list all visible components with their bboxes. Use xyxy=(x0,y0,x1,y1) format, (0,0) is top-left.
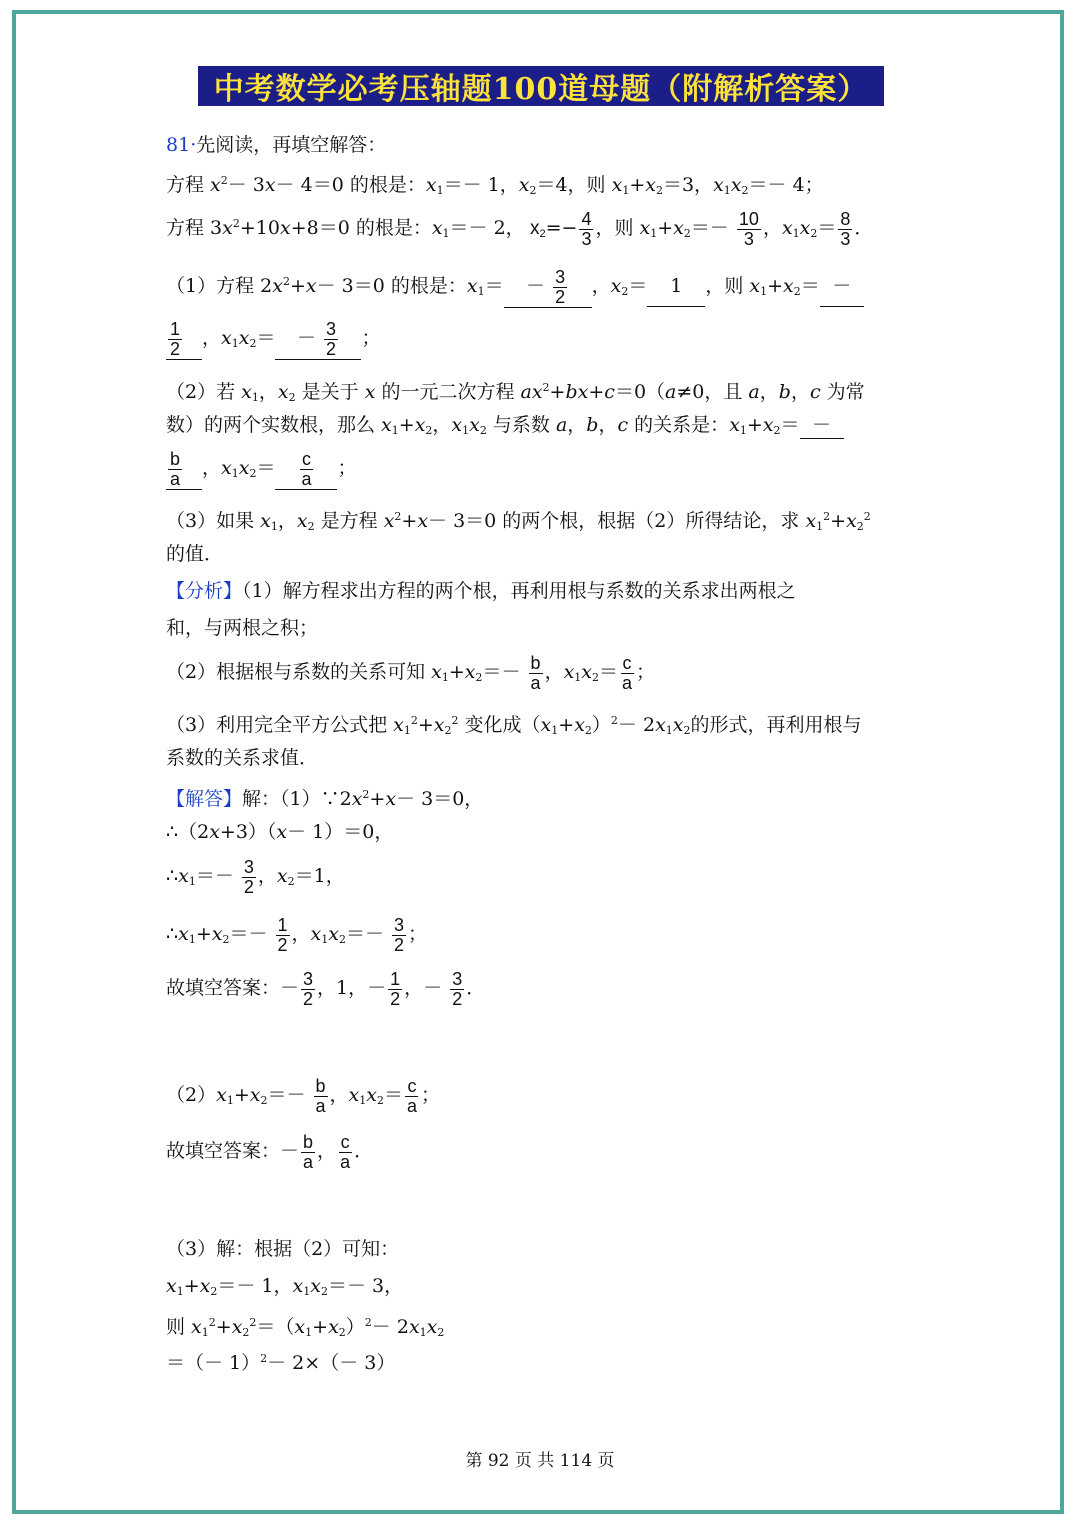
solution-part2: $(2)x_1+x_2=-$ $\frac{b}{a}$ ，$x_1x_2=$ $\frac{c}{a}$ ； xyxy=(166,1075,441,1116)
analysis-line3: （2）根据根与系数的关系可知 $x_1+x_2=-$ $\frac{b}{a}$ ，$x_1x_2=$ $\frac{c}{a}$ ； xyxy=(166,652,656,693)
solution-line3: $\therefore x_1=-$ $\frac{3}{2}$ ，$x_2=1$， xyxy=(166,856,345,897)
solution-answer-1: 故填空答案：－ $\frac{3}{2}$ ，1，－ $\frac{1}{2}$ ，－ $\frac{3}{2}$ ． xyxy=(166,968,486,1009)
solution-line4: $\therefore x_1+x_2=-$ $\frac{1}{2}$ ，$x_1x_2=-$ $\frac{3}{2}$ ； xyxy=(166,914,428,955)
analysis-line1: 【分析】（1）解方程求出方程的两个根，再利用根与系数的关系求出两根之 xyxy=(166,580,796,602)
analysis-tag: 【分析】 xyxy=(166,580,243,602)
part-2-line3: $\frac{b}{a}$ ，$x_1x_2=$ $\frac{c}{a}$ ； xyxy=(166,448,356,494)
solution-line1: 【解答】解：$(1)\because 2x^2+x- 3=0$， xyxy=(166,788,484,810)
problem-number: 81 xyxy=(166,134,191,156)
part-1-cont: $\frac{1}{2}$ ，$x_1x_2=$ － $\frac{3}{2}$ ； xyxy=(166,318,380,364)
analysis-line4: （3）利用完全平方公式把 $x_1^2+x_2^2$ 变化成$(x_1+x_2)^2- 2x_1x_2$的形式，再利用根与 xyxy=(166,714,862,737)
solution-part3-label: （3）解：根据（2）可知： xyxy=(166,1238,400,1260)
part-1: （1）方程 $2x^2+x- 3=0$ 的根是：$x_1=$ － $\frac{3}{2}$ ，$x_2= 1$ ，则 $x_1+x_2=$ － xyxy=(166,262,864,312)
part-2-line1: （2）若 $x_1$，$x_2$ 是关于 x 的一元二次方程 $ax^2+bx+c=0(a\ne 0$，且 a，b，c 为常 xyxy=(166,381,865,404)
part-2-line2: 数）的两个实数根，那么 $x_1+x_2$，$x_1x_2$ 与系数 a，b，c 的关系是：$x_1+x_2=$ － xyxy=(166,412,844,444)
part-3-line1: （3）如果 $x_1$，$x_2$ 是方程 $x^2+x- 3=0$ 的两个根，根据（2）所得结论，求 $x_1^2+x_2^2$ xyxy=(166,510,871,533)
analysis-line5: 系数的关系求值． xyxy=(166,747,319,769)
solution-part3-line3: ＝（－ 1）$^2$－ 2×（－ 3） xyxy=(166,1352,396,1374)
example-2: 方程 $3x^2+10x+8=0$ 的根是：$x_1=- 2$， $x_2=-$ $\frac{4}{3}$ ，则 $x_1+x_2=-$ $\frac{10}{3}$ ，$x_1x_2=$ $\frac{8}{3}$ ． xyxy=(166,208,874,249)
analysis-line2: 和，与两根之积； xyxy=(166,617,319,639)
page-footer: 第 92 页 共 114 页 xyxy=(465,1451,615,1471)
solution-answer-2: 故填空答案：－ $\frac{b}{a}$ ， $\frac{c}{a}$ ． xyxy=(166,1131,374,1172)
example-1: 方程 $x^2- 3x- 4=0$ 的根是：$x_1=- 1$，$x_2=4$，则 $x_1+x_2=3$，$x_1x_2=- 4$； xyxy=(166,174,824,197)
solution-part3-line1: $x_1+x_2=- 1$，$x_1x_2=- 3$， xyxy=(166,1275,404,1298)
solution-part3-line2: 则 $x_1^2+x_2^2=(x_1+x_2)^2- 2x_1x_2$ xyxy=(166,1316,445,1339)
solution-tag: 【解答】 xyxy=(166,788,243,810)
problem-intro: 81·先阅读，再填空解答： xyxy=(166,134,387,156)
part-3-line2: 的值． xyxy=(166,543,224,565)
banner-title: 中考数学必考压轴题100道母题（附解析答案） xyxy=(198,66,884,106)
solution-line2: ∴（2x+3）（x－ 1）＝0， xyxy=(166,821,394,843)
